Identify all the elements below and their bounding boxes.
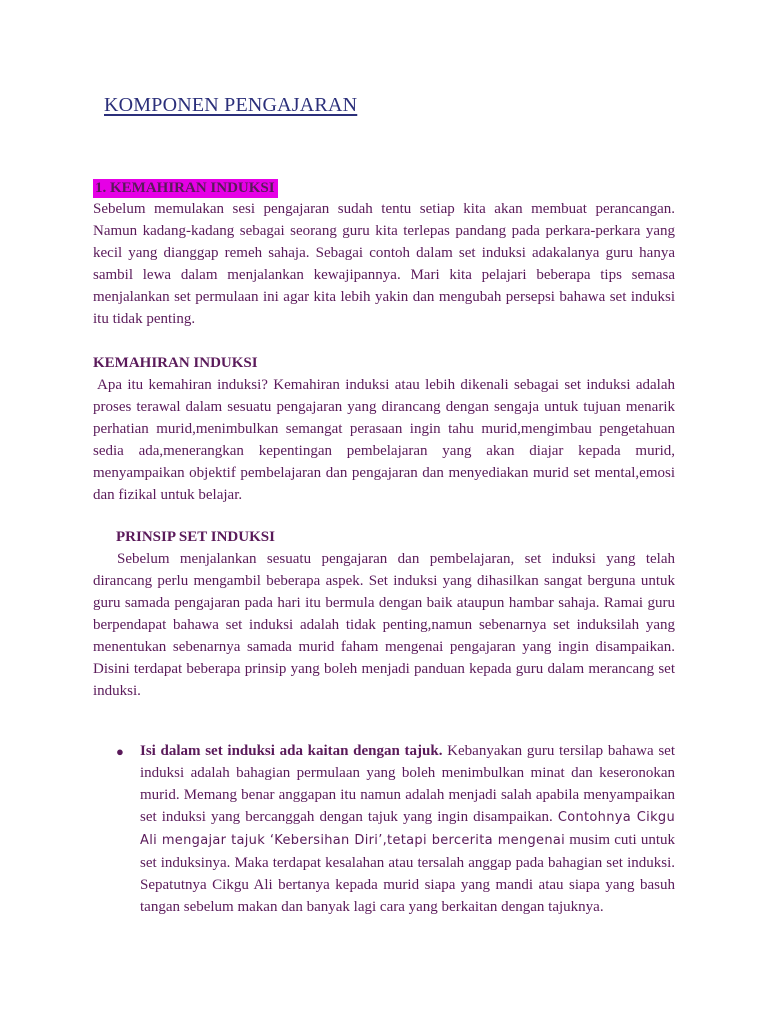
bullet-body-text: Kebanyakan guru tersilap bahawa set induksi adalah bahagian permulaan yang boleh menimbulkan minat dan keseronokan murid. Memang benar anggapan itu namun adalah menjadi salah apabila menyampaikan set induksi yang bercanggah dengan tajuk yang ingin disampaikan. [140,743,675,825]
bullet-dot-icon: ● [116,744,124,759]
section2-paragraph: Apa itu kemahiran induksi? Kemahiran induksi atau lebih dikenali sebagai set induksi adalah proses terawal dalam sesuatu pengajaran yang dirancang dengan sengaja untuk tujuan menarik perhatian murid,menimbulkan semangat perasaan ingin tahu murid,mengimbau pengetahuan sedia ada,menerangkan kepentingan pembelajaran yang akan diajar kepada murid, menyampaikan objektif pembelajaran dan pengajaran dan menyediakan murid set mental,emosi dan fizikal untuk belajar. [93,377,675,503]
bullet-body-text-end: musim cuti untuk set induksinya. Maka terdapat kesalahan atau tersalah anggap pada bahagian set induksi. Sepatutnya Cikgu Ali bertanya kepada murid siapa yang mandi atau siapa yang basuh tangan sebelum makan dan banyak lagi cara yang berkaitan dengan tajuknya. [140,832,675,915]
section-heading-highlighted: 1. KEMAHIRAN INDUKSI [93,179,278,198]
document-title: KOMPONEN PENGAJARAN [104,94,358,116]
section2-heading: KEMAHIRAN INDUKSI [93,355,258,371]
bullet-lead-text: Isi dalam set induksi ada kaitan dengan tajuk. [140,743,443,759]
bullet-example-text: Contohnya Cikgu Ali mengajar tajuk ‘Kebersihan Diri’,tetapi bercerita mengenai [140,810,675,848]
section1-paragraph: Sebelum memulakan sesi pengajaran sudah tentu setiap kita akan membuat perancangan. Namun kadang-kadang sebagai seorang guru kita terlepas pandang pada perkara-perkara yang kecil yang dianggap remeh sahaja. Sebagai contoh dalam set induksi adakalanya guru hanya sambil lewa dalam menjalankan kewajipannya. Mari kita pelajari beberapa tips semasa menjalankan set permulaan ini agar kita lebih yakin dan mengubah persepsi bahawa set induksi itu tidak penting. [93,201,675,327]
list-item [140,740,675,918]
section3-heading: PRINSIP SET INDUKSI [116,529,275,545]
section3-paragraph: Sebelum menjalankan sesuatu pengajaran dan pembelajaran, set induksi yang telah dirancang perlu mengambil beberapa aspek. Set induksi yang dihasilkan sangat berguna untuk guru samada pengajaran pada hari itu bermula dengan baik ataupun hambar sahaja. Ramai guru berpendapat bahawa set induksi adalah tidak penting,namun sebenarnya set induksilah yang menentukan sebenarnya samada murid faham mengenai pengajaran yang ingin disampaikan. Disini terdapat beberapa prinsip yang boleh menjadi panduan kepada guru dalam merancang set induksi. [93,551,675,699]
